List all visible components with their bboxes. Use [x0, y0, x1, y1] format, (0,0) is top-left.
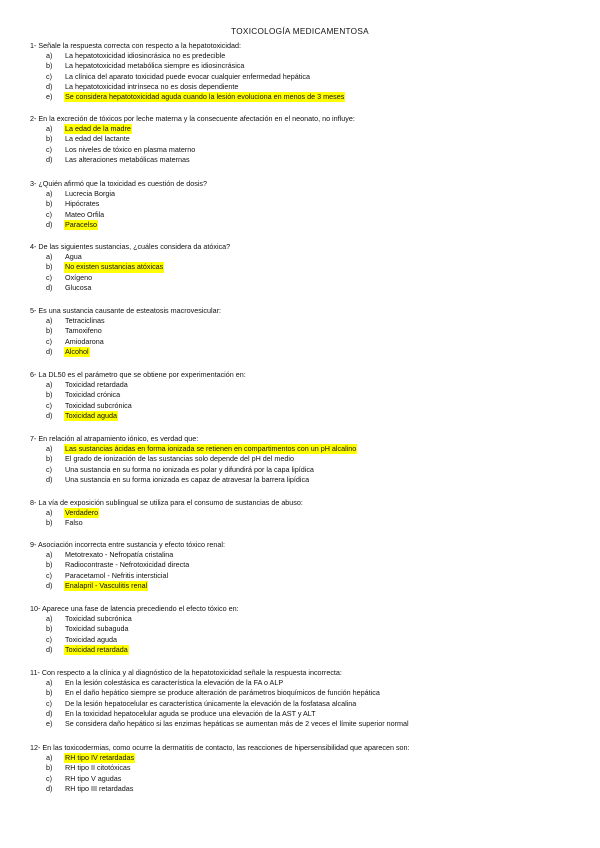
option-letter: b) — [46, 134, 53, 144]
option-letter: c) — [46, 209, 52, 219]
answer-option — [30, 753, 590, 763]
option-text: La clínica del aparato toxicidad puede evocar cualquier enfermedad hepática — [65, 71, 310, 81]
option-letter: d) — [46, 580, 53, 590]
option-letter: a) — [46, 678, 53, 688]
answer-option — [30, 624, 590, 634]
option-text: La edad del lactante — [65, 134, 130, 144]
option-text: Metotrexato - Nefropatía cristalina — [65, 550, 174, 560]
option-text: Paracetamol - Nefritis intersticial — [65, 570, 169, 580]
highlighted-answer: Paracelso — [65, 219, 97, 229]
option-text: La hepatotoxicidad intrínseca no es dosis dependiente — [65, 81, 239, 91]
answer-option — [30, 550, 590, 560]
option-letter: b) — [46, 262, 53, 272]
answer-option — [30, 326, 590, 336]
option-text: El grado de ionización de las sustancias solo depende del pH del medio — [65, 454, 294, 464]
question-1 — [30, 41, 590, 102]
question-2 — [30, 114, 590, 165]
option-letter: d) — [46, 644, 53, 654]
option-letter: d) — [46, 474, 53, 484]
option-letter: d) — [46, 282, 53, 292]
option-letter: d) — [46, 154, 53, 164]
option-letter: b) — [46, 326, 53, 336]
option-text: La hepatotoxicidad idiosincrásica no es predecible — [65, 51, 226, 61]
answer-option — [30, 635, 590, 645]
question-text: 4- De las siguientes sustancias, ¿cuáles considera da atóxica? — [30, 242, 231, 251]
answer-option — [30, 155, 590, 165]
option-text: Falso — [65, 518, 83, 528]
option-letter: b) — [46, 390, 53, 400]
option-text: Se considera daño hepático si las enzimas hepáticas se aumentan más de 2 veces el límite superior normal — [65, 718, 409, 728]
option-letter: c) — [46, 634, 52, 644]
option-letter: d) — [46, 410, 53, 420]
answer-option — [30, 199, 590, 209]
option-letter: b) — [46, 61, 53, 71]
option-text: Mateo Orfila — [65, 209, 105, 219]
option-text: En la toxicidad hepatocelular aguda se produce una elevación de la AST y ALT — [65, 708, 316, 718]
option-letter: b) — [46, 624, 53, 634]
answer-option — [30, 678, 590, 688]
question-6 — [30, 370, 590, 421]
question-text: 11- Con respecto a la clínica y al diagnóstico de la hepatotoxicidad señale la respuesta incorrecta: — [30, 668, 342, 677]
answer-option — [30, 699, 590, 709]
option-letter: a) — [46, 380, 53, 390]
option-letter: d) — [46, 783, 53, 793]
question-text: 5- Es una sustancia causante de esteatosis macrovesicular: — [30, 306, 221, 315]
answer-option — [30, 124, 590, 134]
option-letter: a) — [46, 51, 53, 61]
answer-option — [30, 571, 590, 581]
option-text: Toxicidad subcrónica — [65, 614, 132, 624]
option-letter: b) — [46, 560, 53, 570]
answer-option — [30, 72, 590, 82]
question-text: 8- La vía de exposición sublingual se utiliza para el consumo de sustancias de abuso: — [30, 498, 303, 507]
option-letter: e) — [46, 718, 53, 728]
answer-option — [30, 262, 590, 272]
question-text: 10- Aparece una fase de latencia precediendo el efecto tóxico en: — [30, 604, 239, 613]
answer-option — [30, 273, 590, 283]
answer-option — [30, 380, 590, 390]
option-letter: a) — [46, 316, 53, 326]
option-letter: a) — [46, 550, 53, 560]
document-title: TOXICOLOGÍA MEDICAMENTOSA — [231, 27, 369, 36]
highlighted-answer: Alcohol — [65, 346, 89, 356]
answer-option — [30, 645, 590, 655]
answer-option — [30, 92, 590, 102]
option-letter: c) — [46, 773, 52, 783]
option-text: Hipócrates — [65, 199, 100, 209]
highlighted-answer: La edad de la madre — [65, 124, 131, 134]
question-text: 6- La DL50 es el parámetro que se obtiene por experimentación en: — [30, 370, 246, 379]
option-letter: c) — [46, 144, 52, 154]
option-letter: b) — [46, 454, 53, 464]
option-letter: b) — [46, 688, 53, 698]
option-text: Toxicidad retardada — [65, 380, 128, 390]
option-letter: a) — [46, 124, 53, 134]
option-letter: d) — [46, 708, 53, 718]
answer-option — [30, 51, 590, 61]
option-letter: c) — [46, 464, 52, 474]
option-letter: c) — [46, 272, 52, 282]
option-letter: a) — [46, 508, 53, 518]
question-text: 3- ¿Quién afirmó que la toxicidad es cuestión de dosis? — [30, 179, 207, 188]
option-text: De la lesión hepatocelular es característica únicamente la elevación de la fosfatasa alcalina — [65, 698, 357, 708]
answer-option — [30, 411, 590, 421]
highlighted-answer: Verdadero — [65, 508, 99, 518]
option-letter: a) — [46, 189, 53, 199]
question-5 — [30, 306, 590, 357]
question-text: 2- En la excreción de tóxicos por leche materna y la consecuente afectación en el neonato, no influye: — [30, 114, 355, 123]
option-letter: b) — [46, 518, 53, 528]
highlighted-answer: Toxicidad retardada — [65, 644, 128, 654]
option-letter: b) — [46, 763, 53, 773]
answer-option — [30, 719, 590, 729]
option-text: Amiodarona — [65, 336, 104, 346]
question-text: 7- En relación al atrapamiento iónico, es verdad que: — [30, 434, 199, 443]
option-letter: c) — [46, 71, 52, 81]
option-text: En la lesión colestásica es característica la elevación de la FA o ALP — [65, 678, 284, 688]
option-text: Tamoxifeno — [65, 326, 102, 336]
answer-option — [30, 401, 590, 411]
answer-option — [30, 283, 590, 293]
answer-option — [30, 134, 590, 144]
question-12 — [30, 743, 590, 794]
option-text: RH tipo II citotóxicas — [65, 763, 131, 773]
option-text: Glucosa — [65, 282, 92, 292]
highlighted-answer: No existen sustancias atóxicas — [65, 262, 164, 272]
answer-option — [30, 465, 590, 475]
option-letter: d) — [46, 346, 53, 356]
answer-option — [30, 560, 590, 570]
answer-option — [30, 145, 590, 155]
option-letter: a) — [46, 444, 53, 454]
answer-option — [30, 508, 590, 518]
question-4 — [30, 242, 590, 293]
option-text: Tetraciclinas — [65, 316, 105, 326]
option-text: En el daño hepático siempre se produce alteración de parámetros bioquímicos de función hepática — [65, 688, 380, 698]
question-9 — [30, 540, 590, 591]
option-text: RH tipo V agudas — [65, 773, 122, 783]
option-letter: d) — [46, 219, 53, 229]
answer-option — [30, 347, 590, 357]
option-letter: a) — [46, 614, 53, 624]
answer-option — [30, 316, 590, 326]
option-text: La hepatotoxicidad metabólica siempre es idiosincrásica — [65, 61, 245, 71]
answer-option — [30, 581, 590, 591]
answer-option — [30, 210, 590, 220]
option-text: Agua — [65, 252, 82, 262]
highlighted-answer: Las sustancias ácidas en forma ionizada se retienen en compartimentos con un pH alcalino — [65, 444, 357, 454]
question-7 — [30, 434, 590, 485]
option-letter: e) — [46, 91, 53, 101]
question-10 — [30, 604, 590, 655]
option-text: Toxicidad aguda — [65, 634, 117, 644]
answer-option — [30, 82, 590, 92]
question-11 — [30, 668, 590, 729]
option-text: Toxicidad crónica — [65, 390, 121, 400]
answer-option — [30, 444, 590, 454]
option-letter: d) — [46, 81, 53, 91]
option-text: Una sustancia en su forma no ionizada es polar y difundirá por la capa lipídica — [65, 464, 314, 474]
option-letter: c) — [46, 698, 52, 708]
answer-option — [30, 454, 590, 464]
answer-option — [30, 475, 590, 485]
answer-option — [30, 337, 590, 347]
answer-option — [30, 763, 590, 773]
answer-option — [30, 709, 590, 719]
option-letter: a) — [46, 252, 53, 262]
option-text: Oxígeno — [65, 272, 93, 282]
option-text: Radiocontraste - Nefrotoxicidad directa — [65, 560, 190, 570]
answer-option — [30, 614, 590, 624]
answer-option — [30, 688, 590, 698]
highlighted-answer: Enalapril - Vasculitis renal — [65, 580, 148, 590]
answer-option — [30, 252, 590, 262]
question-text: 9- Asociación incorrecta entre sustancia y efecto tóxico renal: — [30, 540, 225, 549]
answer-option — [30, 189, 590, 199]
option-text: Una sustancia en su forma ionizada es capaz de atravesar la barrera lipídica — [65, 474, 310, 484]
answer-option — [30, 220, 590, 230]
highlighted-answer: RH tipo IV retardadas — [65, 753, 135, 763]
option-text: Los niveles de tóxico en plasma materno — [65, 144, 196, 154]
answer-option — [30, 390, 590, 400]
option-text: RH tipo III retardadas — [65, 783, 134, 793]
question-8 — [30, 498, 590, 529]
answer-option — [30, 774, 590, 784]
answer-option — [30, 518, 590, 528]
option-letter: c) — [46, 336, 52, 346]
option-letter: a) — [46, 753, 53, 763]
highlighted-answer: Se considera hepatotoxicidad aguda cuando la lesión evoluciona en menos de 3 meses — [65, 91, 345, 101]
question-text: 1- Señale la respuesta correcta con respecto a la hepatotoxicidad: — [30, 41, 241, 50]
option-letter: c) — [46, 570, 52, 580]
highlighted-answer: Toxicidad aguda — [65, 410, 117, 420]
option-letter: c) — [46, 400, 52, 410]
answer-option — [30, 784, 590, 794]
option-text: Toxicidad subcrónica — [65, 400, 132, 410]
question-3 — [30, 179, 590, 230]
option-text: Toxicidad subaguda — [65, 624, 129, 634]
option-letter: b) — [46, 199, 53, 209]
answer-option — [30, 61, 590, 71]
option-text: Lucrecia Borgia — [65, 189, 115, 199]
option-text: Las alteraciones metabólicas maternas — [65, 154, 190, 164]
question-text: 12- En las toxicodermias, como ocurre la dermatitis de contacto, las reacciones de hipersensibilidad que aparecen son: — [30, 743, 410, 752]
